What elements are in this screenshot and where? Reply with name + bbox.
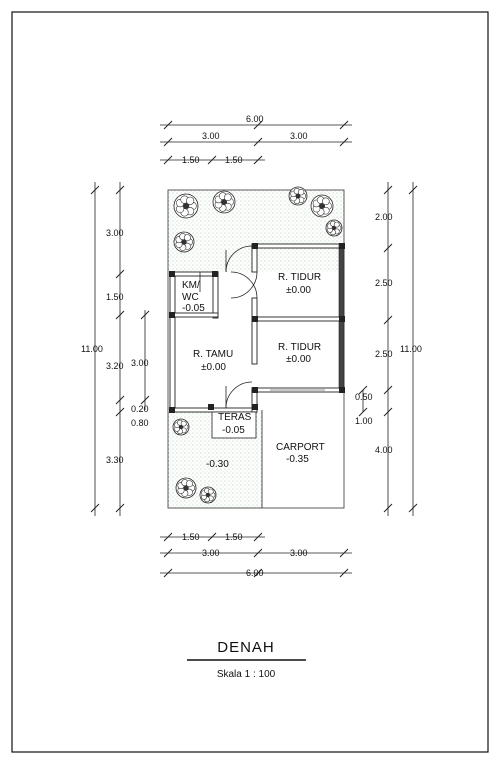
tree-icon — [200, 487, 216, 503]
living-room-name: R. TAMU — [193, 349, 234, 360]
tree-icon — [289, 187, 307, 205]
left-total-dim: 11.00 — [81, 344, 103, 354]
right-total-dim: 11.00 — [400, 344, 422, 354]
top-sub-a-dim: 1.50 — [182, 155, 200, 165]
right-seg1-dim: 2.00 — [375, 212, 393, 222]
tree-icon — [173, 419, 189, 435]
bedroom1-level: ±0.00 — [286, 285, 311, 296]
drawing-title: DENAH — [217, 639, 275, 656]
left-seg2-dim: 1.50 — [106, 292, 124, 302]
terrace-level: -0.05 — [222, 425, 245, 436]
right-seg4-dim: 1.00 — [355, 416, 373, 426]
bedroom2-level: ±0.00 — [286, 354, 311, 365]
tree-icon — [213, 191, 235, 213]
kmwc-label-line2: WC — [182, 292, 199, 303]
tree-icon — [326, 220, 342, 236]
right-seg5-dim: 4.00 — [375, 445, 393, 455]
living-room-level: ±0.00 — [201, 362, 226, 373]
left-seg4-dim: 0.80 — [131, 418, 149, 428]
terrace-name: TERAS — [218, 412, 252, 423]
bottom-half-right-dim: 3.00 — [290, 548, 308, 558]
right-seg3-dim: 2.50 — [375, 349, 393, 359]
carport-level: -0.35 — [286, 454, 309, 465]
top-half-right-dim: 3.00 — [290, 131, 308, 141]
tree-icon — [311, 195, 333, 217]
top-sub-b-dim: 1.50 — [225, 155, 243, 165]
right-inner1-dim: 0.50 — [355, 392, 373, 402]
tree-icon — [174, 232, 194, 252]
bedroom1-name: R. TIDUR — [278, 272, 322, 283]
left-inner1-dim: 3.00 — [131, 358, 149, 368]
left-inner2-dim: 0.20 — [131, 404, 149, 414]
bedroom2-name: R. TIDUR — [278, 342, 322, 353]
bottom-half-left-dim: 3.00 — [202, 548, 220, 558]
tree-icon — [174, 194, 198, 218]
right-seg2-dim: 2.50 — [375, 278, 393, 288]
tree-icon — [176, 478, 196, 498]
garden-level: -0.30 — [206, 459, 229, 470]
kmwc-level: -0.05 — [182, 303, 205, 314]
drawing-scale: Skala 1 : 100 — [216, 669, 276, 680]
bottom-sub-b-dim: 1.50 — [225, 532, 243, 542]
bottom-sub-a-dim: 1.50 — [182, 532, 200, 542]
kmwc-label-line1: KM/ — [182, 280, 200, 291]
top-half-left-dim: 3.00 — [202, 131, 220, 141]
left-seg3-dim: 3.20 — [106, 361, 124, 371]
bottom-total-dim: 6.00 — [246, 568, 264, 578]
top-total-dim: 6.00 — [246, 114, 264, 124]
left-seg1-dim: 3.00 — [106, 228, 124, 238]
left-seg5-dim: 3.30 — [106, 455, 124, 465]
carport-name: CARPORT — [276, 442, 325, 453]
